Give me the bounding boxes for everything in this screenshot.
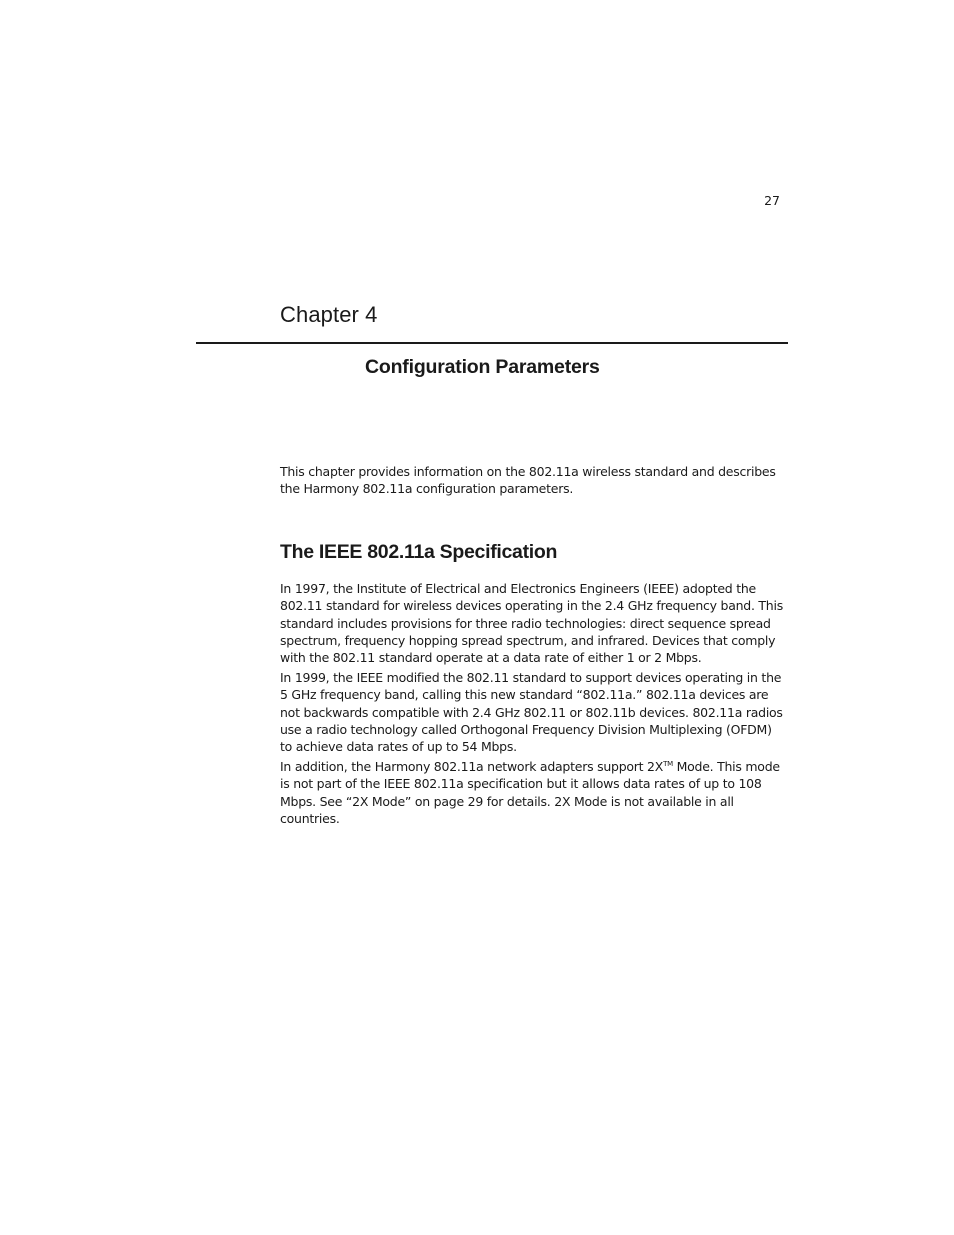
- paragraph-3-text-after: Mode. This mode is not part of the IEEE 802.11a specification but it allows data rates of up to 108 Mbps. See “2X Mode” on page 29 for details. 2X Mode is not available in all countries.: [280, 759, 780, 826]
- intro-paragraph: This chapter provides information on the 802.11a wireless standard and describes the Harmony 802.11a configuration parameters.: [280, 464, 776, 497]
- section-heading: The IEEE 802.11a Specification: [280, 541, 558, 563]
- body-paragraph-3: [280, 758, 785, 827]
- chapter-title: Configuration Parameters: [365, 356, 600, 378]
- chapter-label: Chapter 4: [280, 302, 378, 327]
- trademark-mark: TM: [663, 759, 673, 768]
- chapter-rule: [196, 342, 788, 344]
- page-number: 27: [764, 193, 780, 208]
- body-paragraph-1: In 1997, the Institute of Electrical and Electronics Engineers (IEEE) adopted the 802.11 standard for wireless devices operating in the 2.4 GHz frequency band. This standard includes provisions for three radio technologies: direct sequence spread spectrum, frequency hopping spread spectrum, and infrared. Devices that comply with the 802.11 standard operate at a data rate of either 1 or 2 Mbps.: [280, 581, 783, 666]
- paragraph-3-text-before: In addition, the Harmony 802.11a network adapters support 2X: [280, 759, 664, 774]
- body-paragraph-2: In 1999, the IEEE modified the 802.11 standard to support devices operating in the 5 GHz frequency band, calling this new standard “802.11a.” 802.11a devices are not backwards compatible with 2.4 GHz 802.11 or 802.11b devices. 802.11a radios use a radio technology called Orthogonal Frequency Division Multiplexing (OFDM) to achieve data rates of up to 54 Mbps.: [280, 670, 783, 755]
